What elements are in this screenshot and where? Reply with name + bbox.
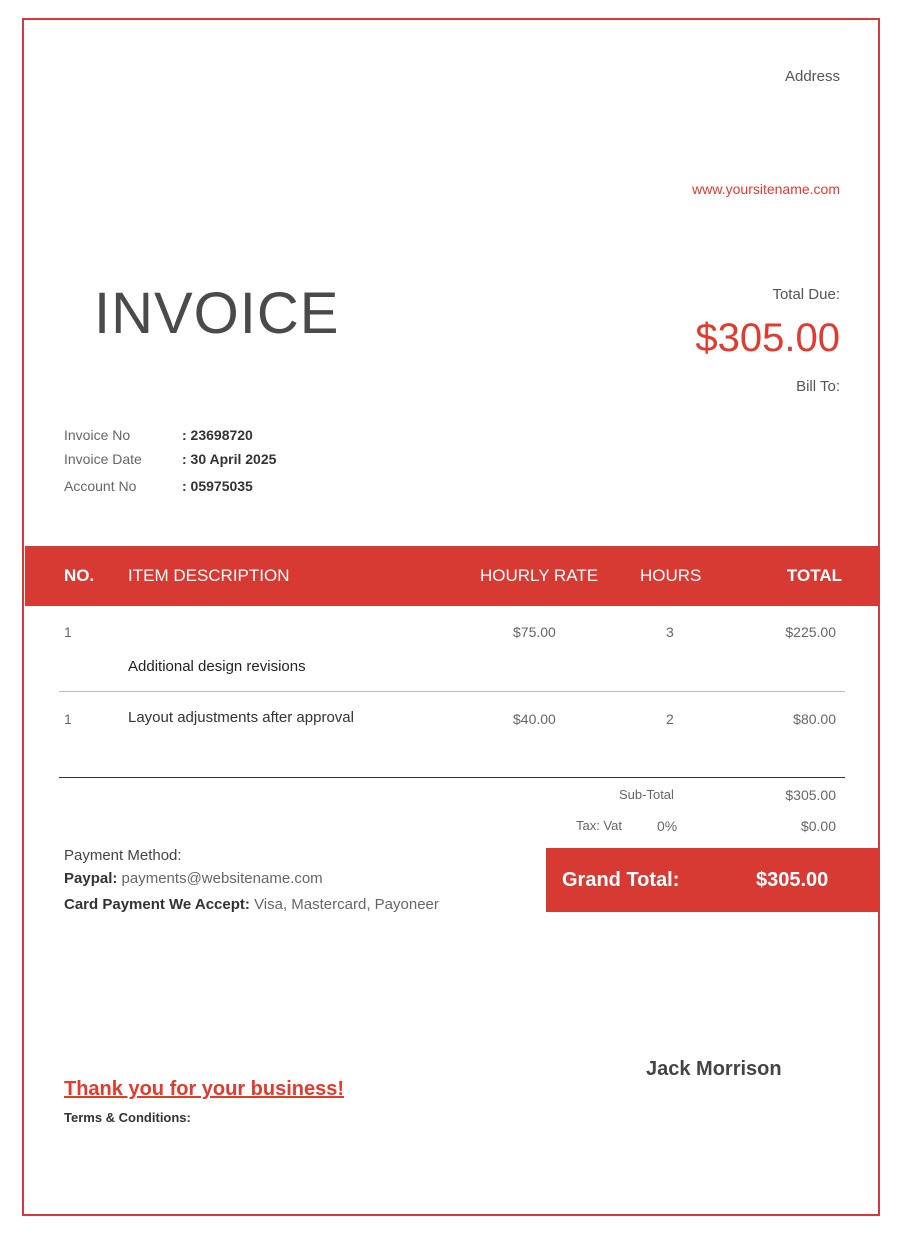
row2-description: Layout adjustments after approval xyxy=(128,709,354,726)
column-hourly-rate: HOURLY RATE xyxy=(480,566,599,585)
total-due-label: Total Due: xyxy=(772,286,840,303)
invoice-frame xyxy=(22,18,880,1216)
column-hours: HOURS xyxy=(640,566,702,585)
card-value: Visa, Mastercard, Payoneer xyxy=(254,896,439,913)
meta-invoice-no-value: : 23698720 xyxy=(182,427,253,443)
row1-rate: $75.00 xyxy=(513,624,556,640)
paypal-value: payments@websitename.com xyxy=(121,870,323,887)
grand-total-value: $305.00 xyxy=(756,869,829,891)
row-divider xyxy=(59,691,845,692)
paypal-label: Paypal: xyxy=(64,870,118,887)
row2-rate: $40.00 xyxy=(513,711,556,727)
payment-card xyxy=(64,896,439,913)
column-description: ITEM DESCRIPTION xyxy=(128,566,290,585)
terms-label: Terms & Conditions: xyxy=(64,1110,191,1125)
invoice-title: INVOICE xyxy=(94,281,340,346)
meta-invoice-no-label: Invoice No xyxy=(64,427,131,443)
row1-no: 1 xyxy=(64,624,72,640)
subtotal-label: Sub-Total xyxy=(619,787,674,802)
grand-total-label: Grand Total: xyxy=(562,869,680,891)
meta-account-no-value: : 05975035 xyxy=(182,478,253,494)
bill-to-label: Bill To: xyxy=(796,378,840,395)
row2-no: 1 xyxy=(64,711,72,727)
tax-rate: 0% xyxy=(657,818,678,834)
meta-invoice-date-value: : 30 April 2025 xyxy=(182,451,277,467)
signature-name: Jack Morrison xyxy=(646,1058,782,1080)
subtotal-value: $305.00 xyxy=(785,787,836,803)
row1-description: Additional design revisions xyxy=(128,658,306,675)
card-label: Card Payment We Accept: xyxy=(64,896,250,913)
payment-paypal xyxy=(64,870,323,887)
tax-label: Tax: Vat xyxy=(576,818,623,833)
column-no: NO. xyxy=(64,566,95,585)
row2-total: $80.00 xyxy=(793,711,836,727)
row2-hours: 2 xyxy=(666,711,674,727)
meta-invoice-date-label: Invoice Date xyxy=(64,451,142,467)
website-link[interactable]: www.yoursitename.com xyxy=(692,181,840,197)
total-due-amount: $305.00 xyxy=(695,316,840,360)
meta-account-no-label: Account No xyxy=(64,478,137,494)
row1-hours: 3 xyxy=(666,624,674,640)
row1-total: $225.00 xyxy=(785,624,836,640)
payment-heading: Payment Method: xyxy=(64,847,182,864)
column-total: TOTAL xyxy=(786,566,842,585)
thank-you-message: Thank you for your business! xyxy=(64,1078,345,1100)
tax-value: $0.00 xyxy=(800,818,836,834)
table-bottom-rule xyxy=(59,777,845,778)
address-label: Address xyxy=(784,68,840,85)
